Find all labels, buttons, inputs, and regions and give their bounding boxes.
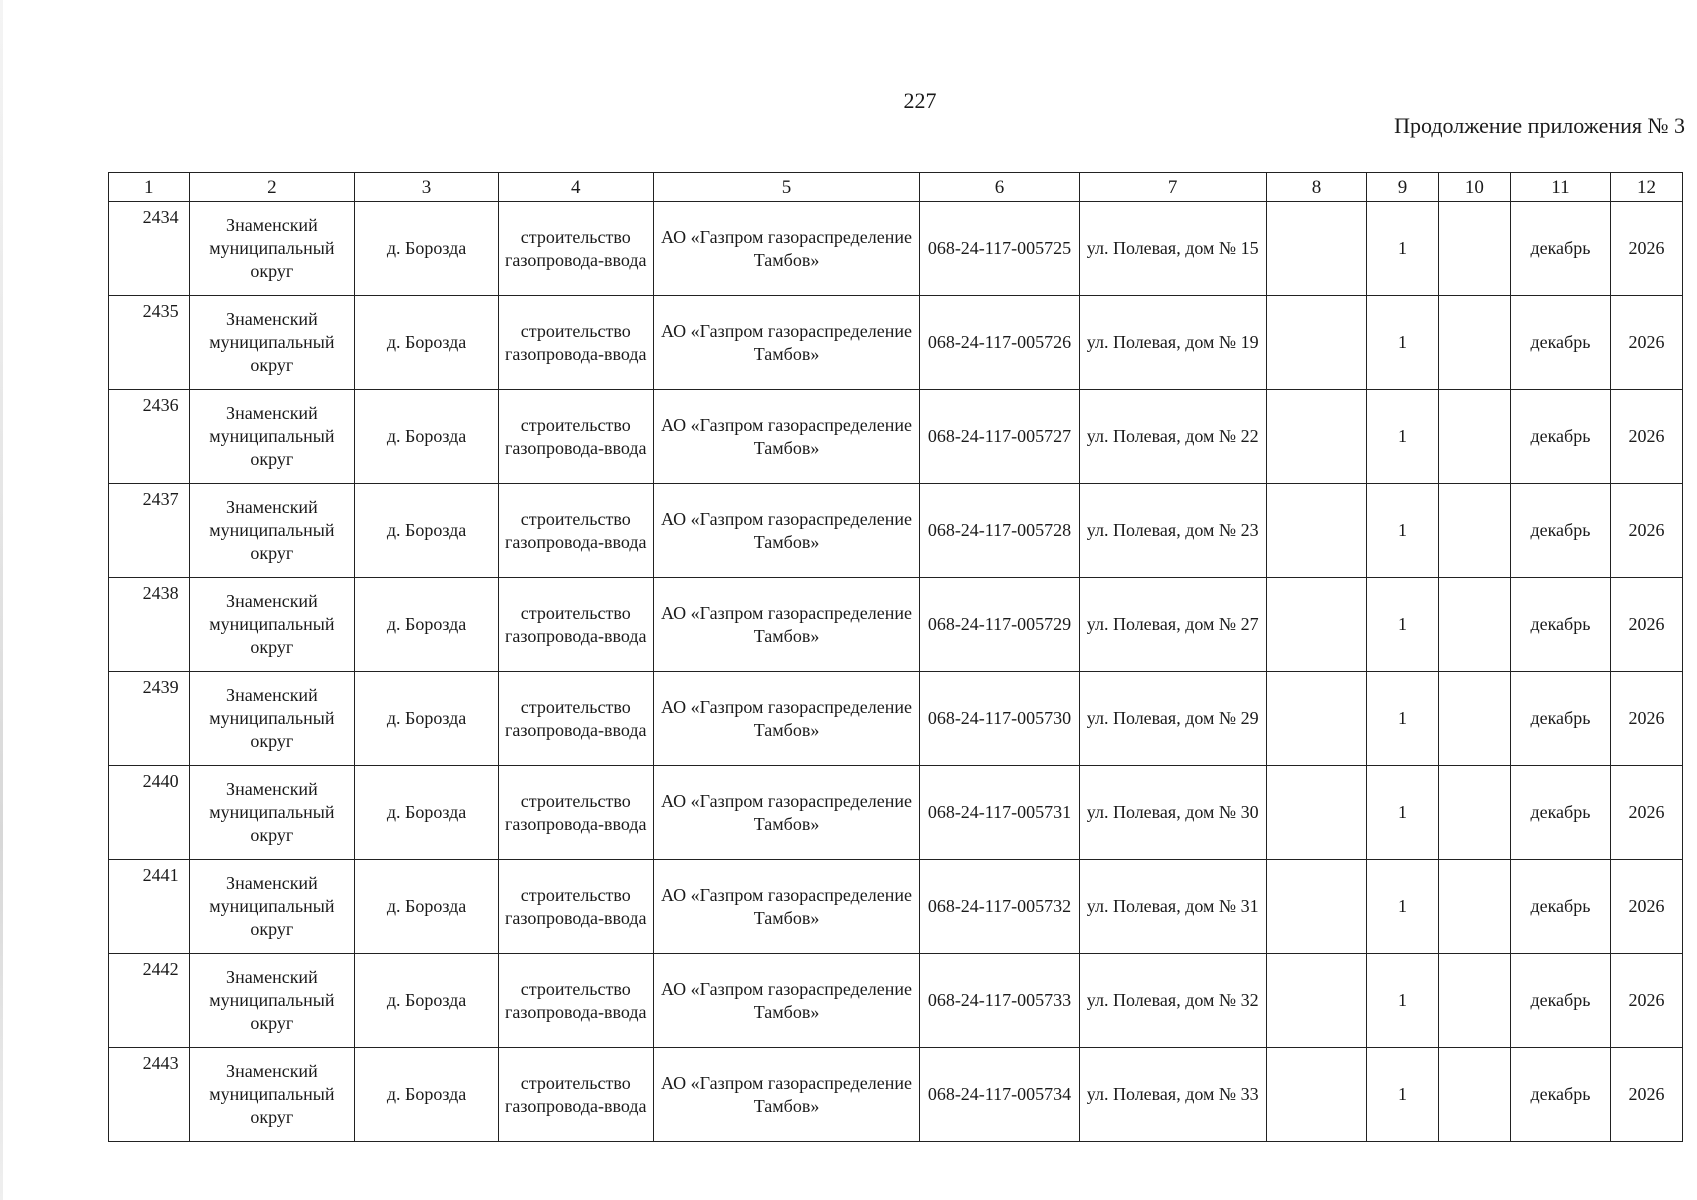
table-row bbox=[109, 296, 1683, 390]
locality-cell: д. Борозда bbox=[355, 954, 499, 1048]
row-number: 2440 bbox=[109, 766, 190, 860]
month-cell: декабрь bbox=[1510, 484, 1610, 578]
month-cell: декабрь bbox=[1510, 578, 1610, 672]
table-row bbox=[109, 484, 1683, 578]
month-cell: декабрь bbox=[1510, 296, 1610, 390]
year-cell: 2026 bbox=[1611, 296, 1683, 390]
table-row bbox=[109, 954, 1683, 1048]
month-cell: декабрь bbox=[1510, 954, 1610, 1048]
table-row bbox=[109, 860, 1683, 954]
column-header: 9 bbox=[1367, 173, 1439, 202]
address-cell: ул. Полевая, дом № 22 bbox=[1079, 390, 1266, 484]
district-cell: Знаменский муниципальный округ bbox=[189, 484, 355, 578]
organization-cell: АО «Газпром газораспределение Тамбов» bbox=[653, 954, 920, 1048]
object-code-cell: 068-24-117-005729 bbox=[920, 578, 1079, 672]
year-cell: 2026 bbox=[1611, 202, 1683, 296]
object-code-cell: 068-24-117-005726 bbox=[920, 296, 1079, 390]
column-8-cell bbox=[1266, 578, 1366, 672]
row-number: 2443 bbox=[109, 1048, 190, 1142]
district-cell: Знаменский муниципальный округ bbox=[189, 1048, 355, 1142]
row-number: 2437 bbox=[109, 484, 190, 578]
district-cell: Знаменский муниципальный округ bbox=[189, 390, 355, 484]
year-cell: 2026 bbox=[1611, 484, 1683, 578]
year-cell: 2026 bbox=[1611, 390, 1683, 484]
locality-cell: д. Борозда bbox=[355, 672, 499, 766]
month-cell: декабрь bbox=[1510, 672, 1610, 766]
continuation-label: Продолжение приложения № 3 bbox=[1394, 113, 1685, 138]
row-number: 2434 bbox=[109, 202, 190, 296]
object-code-cell: 068-24-117-005725 bbox=[920, 202, 1079, 296]
address-cell: ул. Полевая, дом № 33 bbox=[1079, 1048, 1266, 1142]
column-8-cell bbox=[1266, 390, 1366, 484]
object-code-cell: 068-24-117-005730 bbox=[920, 672, 1079, 766]
work-type-cell: строительство газопровода-ввода bbox=[498, 484, 653, 578]
column-8-cell bbox=[1266, 484, 1366, 578]
locality-cell: д. Борозда bbox=[355, 766, 499, 860]
quantity-cell: 1 bbox=[1367, 484, 1439, 578]
year-cell: 2026 bbox=[1611, 672, 1683, 766]
quantity-cell: 1 bbox=[1367, 1048, 1439, 1142]
year-cell: 2026 bbox=[1611, 860, 1683, 954]
row-number: 2438 bbox=[109, 578, 190, 672]
organization-cell: АО «Газпром газораспределение Тамбов» bbox=[653, 484, 920, 578]
column-10-cell bbox=[1438, 202, 1510, 296]
column-8-cell bbox=[1266, 954, 1366, 1048]
column-8-cell bbox=[1266, 296, 1366, 390]
month-cell: декабрь bbox=[1510, 1048, 1610, 1142]
district-cell: Знаменский муниципальный округ bbox=[189, 578, 355, 672]
work-type-cell: строительство газопровода-ввода bbox=[498, 954, 653, 1048]
row-number: 2441 bbox=[109, 860, 190, 954]
organization-cell: АО «Газпром газораспределение Тамбов» bbox=[653, 578, 920, 672]
column-8-cell bbox=[1266, 202, 1366, 296]
organization-cell: АО «Газпром газораспределение Тамбов» bbox=[653, 1048, 920, 1142]
row-number: 2439 bbox=[109, 672, 190, 766]
quantity-cell: 1 bbox=[1367, 578, 1439, 672]
column-header: 5 bbox=[653, 173, 920, 202]
column-10-cell bbox=[1438, 672, 1510, 766]
month-cell: декабрь bbox=[1510, 766, 1610, 860]
table-row bbox=[109, 202, 1683, 296]
table-row bbox=[109, 672, 1683, 766]
organization-cell: АО «Газпром газораспределение Тамбов» bbox=[653, 766, 920, 860]
locality-cell: д. Борозда bbox=[355, 296, 499, 390]
column-header: 7 bbox=[1079, 173, 1266, 202]
object-code-cell: 068-24-117-005732 bbox=[920, 860, 1079, 954]
column-header: 6 bbox=[920, 173, 1079, 202]
object-code-cell: 068-24-117-005727 bbox=[920, 390, 1079, 484]
table-row bbox=[109, 766, 1683, 860]
scan-edge-artifact bbox=[0, 0, 3, 1200]
quantity-cell: 1 bbox=[1367, 860, 1439, 954]
column-10-cell bbox=[1438, 578, 1510, 672]
page-number: 227 bbox=[903, 88, 937, 113]
column-header: 12 bbox=[1611, 173, 1683, 202]
locality-cell: д. Борозда bbox=[355, 484, 499, 578]
organization-cell: АО «Газпром газораспределение Тамбов» bbox=[653, 860, 920, 954]
year-cell: 2026 bbox=[1611, 766, 1683, 860]
month-cell: декабрь bbox=[1510, 860, 1610, 954]
object-code-cell: 068-24-117-005734 bbox=[920, 1048, 1079, 1142]
column-8-cell bbox=[1266, 1048, 1366, 1142]
work-type-cell: строительство газопровода-ввода bbox=[498, 390, 653, 484]
row-number: 2436 bbox=[109, 390, 190, 484]
work-type-cell: строительство газопровода-ввода bbox=[498, 578, 653, 672]
district-cell: Знаменский муниципальный округ bbox=[189, 766, 355, 860]
column-10-cell bbox=[1438, 390, 1510, 484]
quantity-cell: 1 bbox=[1367, 390, 1439, 484]
address-cell: ул. Полевая, дом № 23 bbox=[1079, 484, 1266, 578]
work-type-cell: строительство газопровода-ввода bbox=[498, 202, 653, 296]
column-header: 3 bbox=[355, 173, 499, 202]
address-cell: ул. Полевая, дом № 15 bbox=[1079, 202, 1266, 296]
quantity-cell: 1 bbox=[1367, 672, 1439, 766]
district-cell: Знаменский муниципальный округ bbox=[189, 954, 355, 1048]
object-code-cell: 068-24-117-005728 bbox=[920, 484, 1079, 578]
organization-cell: АО «Газпром газораспределение Тамбов» bbox=[653, 672, 920, 766]
work-type-cell: строительство газопровода-ввода bbox=[498, 860, 653, 954]
district-cell: Знаменский муниципальный округ bbox=[189, 860, 355, 954]
month-cell: декабрь bbox=[1510, 390, 1610, 484]
work-type-cell: строительство газопровода-ввода bbox=[498, 672, 653, 766]
year-cell: 2026 bbox=[1611, 954, 1683, 1048]
quantity-cell: 1 bbox=[1367, 954, 1439, 1048]
address-cell: ул. Полевая, дом № 31 bbox=[1079, 860, 1266, 954]
address-cell: ул. Полевая, дом № 19 bbox=[1079, 296, 1266, 390]
column-header: 4 bbox=[498, 173, 653, 202]
column-header: 2 bbox=[189, 173, 355, 202]
object-code-cell: 068-24-117-005731 bbox=[920, 766, 1079, 860]
address-cell: ул. Полевая, дом № 29 bbox=[1079, 672, 1266, 766]
column-10-cell bbox=[1438, 1048, 1510, 1142]
year-cell: 2026 bbox=[1611, 1048, 1683, 1142]
district-cell: Знаменский муниципальный округ bbox=[189, 202, 355, 296]
organization-cell: АО «Газпром газораспределение Тамбов» bbox=[653, 202, 920, 296]
column-8-cell bbox=[1266, 860, 1366, 954]
table-row bbox=[109, 1048, 1683, 1142]
month-cell: декабрь bbox=[1510, 202, 1610, 296]
column-number-row bbox=[109, 173, 1683, 202]
quantity-cell: 1 bbox=[1367, 202, 1439, 296]
work-type-cell: строительство газопровода-ввода bbox=[498, 296, 653, 390]
quantity-cell: 1 bbox=[1367, 296, 1439, 390]
column-8-cell bbox=[1266, 766, 1366, 860]
column-10-cell bbox=[1438, 296, 1510, 390]
locality-cell: д. Борозда bbox=[355, 1048, 499, 1142]
column-10-cell bbox=[1438, 484, 1510, 578]
table-row bbox=[109, 578, 1683, 672]
column-10-cell bbox=[1438, 954, 1510, 1048]
address-cell: ул. Полевая, дом № 27 bbox=[1079, 578, 1266, 672]
district-cell: Знаменский муниципальный округ bbox=[189, 672, 355, 766]
row-number: 2435 bbox=[109, 296, 190, 390]
year-cell: 2026 bbox=[1611, 578, 1683, 672]
work-type-cell: строительство газопровода-ввода bbox=[498, 766, 653, 860]
column-header: 10 bbox=[1438, 173, 1510, 202]
column-header: 11 bbox=[1510, 173, 1610, 202]
locality-cell: д. Борозда bbox=[355, 202, 499, 296]
locality-cell: д. Борозда bbox=[355, 860, 499, 954]
address-cell: ул. Полевая, дом № 32 bbox=[1079, 954, 1266, 1048]
work-type-cell: строительство газопровода-ввода bbox=[498, 1048, 653, 1142]
district-cell: Знаменский муниципальный округ bbox=[189, 296, 355, 390]
column-10-cell bbox=[1438, 766, 1510, 860]
column-8-cell bbox=[1266, 672, 1366, 766]
registry-table bbox=[108, 172, 1683, 1142]
locality-cell: д. Борозда bbox=[355, 390, 499, 484]
column-header: 8 bbox=[1266, 173, 1366, 202]
address-cell: ул. Полевая, дом № 30 bbox=[1079, 766, 1266, 860]
organization-cell: АО «Газпром газораспределение Тамбов» bbox=[653, 390, 920, 484]
column-header: 1 bbox=[109, 173, 190, 202]
table-body bbox=[109, 202, 1683, 1142]
column-10-cell bbox=[1438, 860, 1510, 954]
quantity-cell: 1 bbox=[1367, 766, 1439, 860]
row-number: 2442 bbox=[109, 954, 190, 1048]
locality-cell: д. Борозда bbox=[355, 578, 499, 672]
organization-cell: АО «Газпром газораспределение Тамбов» bbox=[653, 296, 920, 390]
object-code-cell: 068-24-117-005733 bbox=[920, 954, 1079, 1048]
table-row bbox=[109, 390, 1683, 484]
